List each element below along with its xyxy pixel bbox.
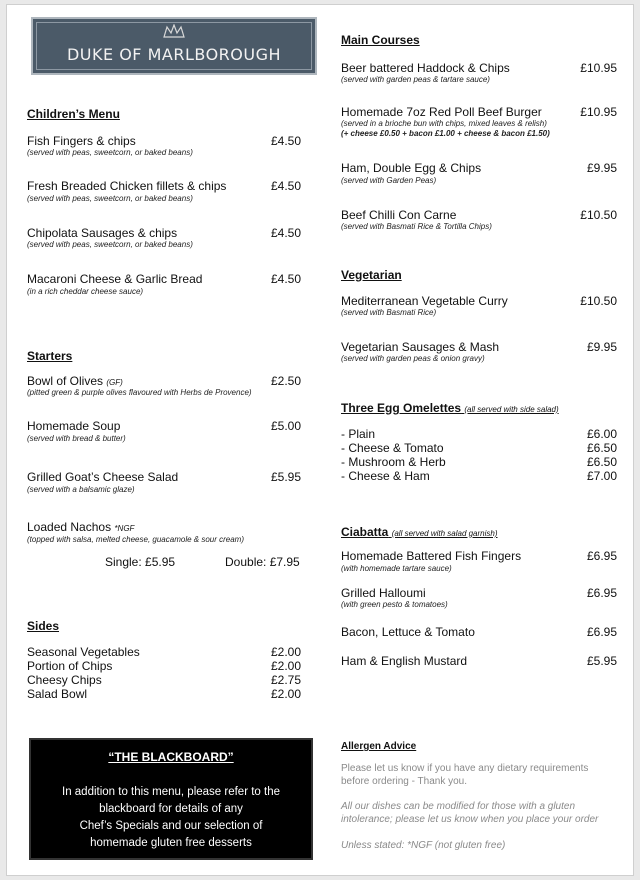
menu-item-description: (served with garden peas & tartare sauce) (341, 75, 490, 84)
allergen-text: Unless stated: *NGF (not gluten free) (341, 840, 506, 851)
menu-item-name: Grilled Halloumi (341, 586, 426, 600)
omelette-item-price: £6.50 (586, 455, 617, 469)
childrens-menu-heading: Children’s Menu (27, 107, 120, 121)
starters-heading: Starters (27, 349, 73, 363)
side-item-price: £2.75 (270, 673, 301, 687)
menu-item-price: £4.50 (270, 134, 301, 148)
menu-item-name: Ham & English Mustard (341, 654, 468, 668)
menu-item-price: £5.00 (270, 419, 301, 433)
omelette-item-name: - Cheese & Tomato (341, 441, 444, 455)
menu-item-name: Fresh Breaded Chicken fillets & chips (27, 179, 227, 193)
allergen-text: before ordering - Thank you. (341, 776, 468, 787)
allergen-text: All our dishes can be modified for those with a gluten (341, 801, 576, 812)
omelette-item-price: £6.50 (586, 441, 617, 455)
menu-item-price: £4.50 (270, 272, 301, 286)
menu-item-extras: (+ cheese £0.50 + bacon £1.00 + cheese & bacon £1.50) (341, 129, 550, 138)
menu-item-name: Beef Chilli Con Carne (341, 208, 457, 222)
menu-item-price: £10.95 (580, 61, 617, 75)
menu-item-description: (in a rich cheddar cheese sauce) (27, 287, 144, 296)
menu-item-name: Beer battered Haddock & Chips (341, 61, 510, 75)
menu-item-price: £6.95 (586, 549, 617, 563)
omelette-item-price: £6.00 (586, 427, 617, 441)
ciabatta-heading (341, 525, 498, 539)
blackboard-line: Chef’s Specials and our selection of (79, 820, 263, 832)
omelette-item-name: - Cheese & Ham (341, 469, 430, 483)
dietary-tag: *NGF (114, 524, 135, 533)
menu-item-price: £6.95 (586, 625, 617, 639)
omelettes-heading (341, 401, 559, 415)
menu-item-description: (served in a brioche bun with chips, mixed leaves & relish) (341, 119, 547, 128)
menu-item-price: £10.50 (580, 208, 617, 222)
crown-icon (163, 24, 185, 38)
menu-item-description: (topped with salsa, melted cheese, guacamole & sour cream) (27, 535, 244, 544)
blackboard-line: In addition to this menu, please refer to the (62, 786, 280, 798)
omelettes-note: (all served with side salad) (464, 405, 559, 414)
nachos-single-price: Single: £5.95 (105, 555, 176, 569)
menu-item-name: Mediterranean Vegetable Curry (341, 294, 508, 308)
blackboard-line: homemade gluten free desserts (90, 837, 252, 849)
sides-heading: Sides (27, 619, 60, 633)
side-item-name: Portion of Chips (27, 659, 113, 673)
blackboard-title: “THE BLACKBOARD” (108, 750, 234, 764)
menu-item-price: £5.95 (586, 654, 617, 668)
menu-item-name: Homemade Soup (27, 419, 121, 433)
allergen-title: Allergen Advice (341, 741, 417, 752)
blackboard-line: blackboard for details of any (99, 803, 243, 815)
menu-item-price: £4.50 (270, 226, 301, 240)
side-item-name: Salad Bowl (27, 687, 88, 701)
blackboard-notice (29, 738, 313, 860)
menu-item-description: (served with garden peas & onion gravy) (341, 354, 485, 363)
side-item-price: £2.00 (270, 659, 301, 673)
menu-item-description: (served with peas, sweetcorn, or baked beans) (27, 194, 193, 203)
menu-item-price: £6.95 (586, 586, 617, 600)
omelettes-title: Three Egg Omelettes (341, 401, 462, 415)
allergen-text: intolerance; please let us know when you place your order (341, 814, 599, 825)
menu-item-description: (served with peas, sweetcorn, or baked beans) (27, 148, 193, 157)
brand-logo (31, 17, 317, 75)
menu-item-name: Bacon, Lettuce & Tomato (341, 625, 475, 639)
menu-item-description: (served with bread & butter) (27, 434, 126, 443)
menu-item-description: (with green pesto & tomatoes) (341, 600, 448, 609)
menu-item-name: Homemade 7oz Red Poll Beef Burger (341, 105, 542, 119)
dietary-tag: (GF) (106, 378, 123, 387)
main-courses-heading: Main Courses (341, 33, 420, 47)
nachos-double-price: Double: £7.95 (225, 555, 300, 569)
menu-item-price: £10.50 (580, 294, 617, 308)
menu-item-name: Chipolata Sausages & chips (27, 226, 178, 240)
menu-item-name (27, 520, 134, 536)
omelette-item-price: £7.00 (586, 469, 617, 483)
menu-item-name: Vegetarian Sausages & Mash (341, 340, 500, 354)
allergen-text: Please let us know if you have any dietary requirements (341, 763, 589, 774)
menu-item-price: £9.95 (586, 161, 617, 175)
menu-item-description: (served with a balsamic glaze) (27, 485, 135, 494)
menu-item-description: (with homemade tartare sauce) (341, 564, 452, 573)
menu-item-description: (served with peas, sweetcorn, or baked beans) (27, 240, 193, 249)
side-item-price: £2.00 (270, 645, 301, 659)
menu-item-description: (served with Basmati Rice) (341, 308, 437, 317)
menu-item-label: Loaded Nachos (27, 520, 112, 534)
menu-item-description: (served with Basmati Rice & Tortilla Chips) (341, 222, 492, 231)
omelette-item-name: - Plain (341, 427, 376, 441)
omelette-item-name: - Mushroom & Herb (341, 455, 446, 469)
menu-item-name: Homemade Battered Fish Fingers (341, 549, 522, 563)
menu-item-description: (served with Garden Peas) (341, 176, 437, 185)
side-item-price: £2.00 (270, 687, 301, 701)
menu-item-label: Bowl of Olives (27, 374, 104, 388)
side-item-name: Cheesy Chips (27, 673, 102, 687)
menu-item-price: £5.95 (270, 470, 301, 484)
menu-item-price: £2.50 (270, 374, 301, 388)
side-item-name: Seasonal Vegetables (27, 645, 140, 659)
menu-item-name: Grilled Goat’s Cheese Salad (27, 470, 179, 484)
menu-item-price: £9.95 (586, 340, 617, 354)
brand-name: DUKE OF MARLBOROUGH (66, 45, 282, 64)
menu-item-name: Fish Fingers & chips (27, 134, 136, 148)
menu-item-price: £10.95 (580, 105, 617, 119)
menu-item-price: £4.50 (270, 179, 301, 193)
menu-page (6, 4, 634, 876)
ciabatta-title: Ciabatta (341, 525, 389, 539)
menu-item-description: (pitted green & purple olives flavoured with Herbs de Provence) (27, 388, 252, 397)
vegetarian-heading: Vegetarian (341, 268, 402, 282)
menu-item-name: Macaroni Cheese & Garlic Bread (27, 272, 203, 286)
ciabatta-note: (all served with salad garnish) (391, 529, 498, 538)
menu-item-name: Ham, Double Egg & Chips (341, 161, 482, 175)
